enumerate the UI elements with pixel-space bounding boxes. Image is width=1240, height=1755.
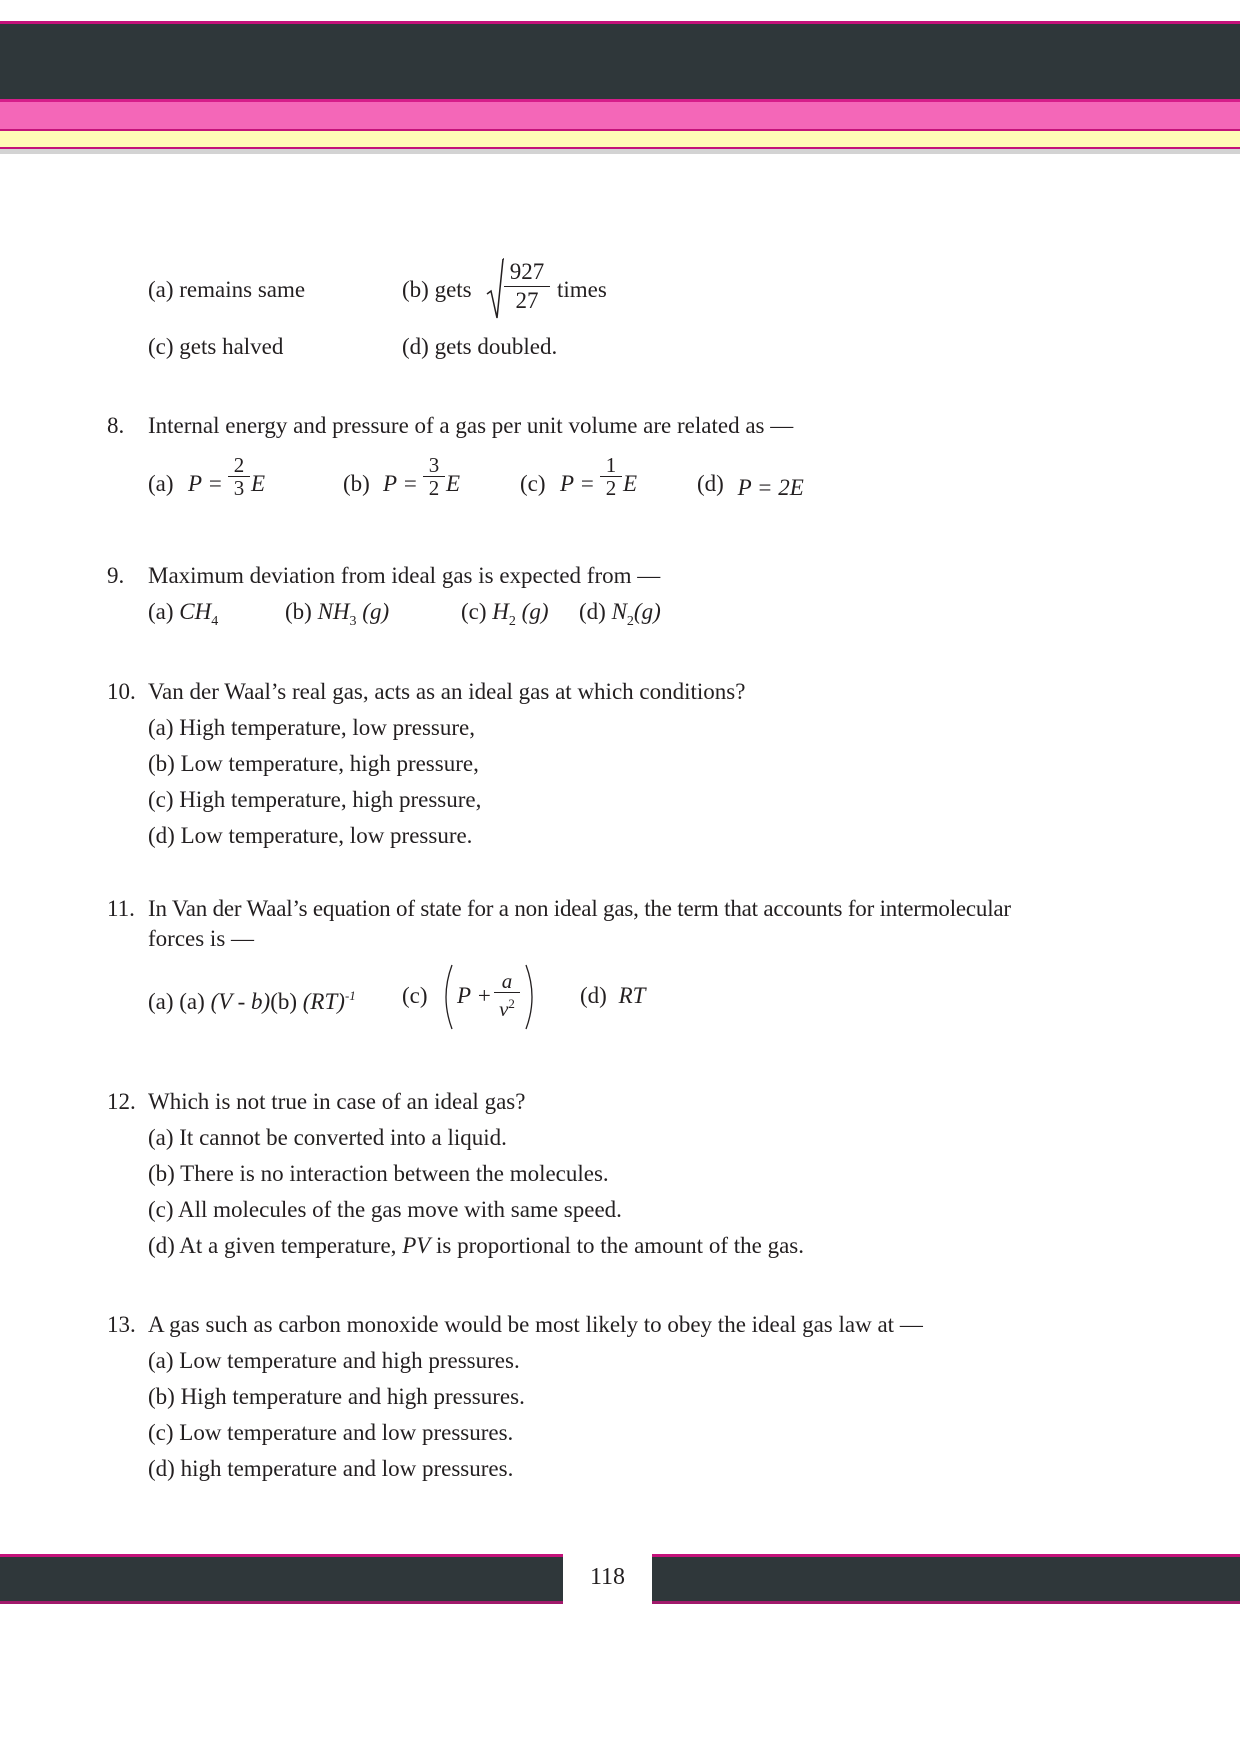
subscript: 2 xyxy=(626,614,634,629)
sqrt-numerator: 927 xyxy=(504,258,550,287)
q12-option-b: (b) There is no interaction between the molecules. xyxy=(148,1161,609,1186)
option-label: (c) xyxy=(461,599,487,624)
equation-lhs: P = xyxy=(383,471,418,496)
q7-option-b-prefix: (b) gets xyxy=(402,277,472,302)
fraction-denominator: 2 xyxy=(605,476,617,500)
expression: P + xyxy=(457,983,492,1008)
q7-option-b-suffix: times xyxy=(557,277,607,302)
q7-option-a: (a) remains same xyxy=(148,277,306,302)
footer-left-band xyxy=(0,1554,563,1604)
q10-option-c: (c) High temperature, high pressure, xyxy=(148,787,482,812)
q11-option-d xyxy=(580,982,645,1010)
chemical-formula: CH xyxy=(179,599,212,624)
option-label: (a) xyxy=(148,471,174,496)
footer-right-band xyxy=(652,1554,1240,1604)
radical-sign-icon xyxy=(486,258,504,320)
equation-rhs: E xyxy=(623,471,638,496)
q13-option-a: (a) Low temperature and high pressures. xyxy=(148,1348,520,1373)
question-text-line-1: In Van der Waal’s equation of state for a non ideal gas, the term that accounts for intermolecular xyxy=(148,896,1011,921)
q9-option-b xyxy=(285,598,389,636)
option-label: (c) xyxy=(402,983,428,1008)
q10-option-b: (b) Low temperature, high pressure, xyxy=(148,751,479,776)
fraction-numerator: a xyxy=(494,970,520,993)
equation-rhs: E xyxy=(446,471,461,496)
page-number: 118 xyxy=(589,1564,626,1590)
question-number: 9. xyxy=(107,563,125,588)
subscript: 2 xyxy=(508,614,516,629)
expression: (V - b) xyxy=(210,989,271,1014)
q7-option-c: (c) gets halved xyxy=(148,334,284,359)
q9-option-a xyxy=(148,598,218,636)
header-dark-band xyxy=(0,24,1240,99)
question-number: 8. xyxy=(107,413,125,438)
fraction-denominator: 3 xyxy=(233,476,245,500)
subscript: 3 xyxy=(349,614,357,629)
q9-option-c xyxy=(461,598,548,636)
q13-option-b: (b) High temperature and high pressures. xyxy=(148,1384,525,1409)
italic-term: PV xyxy=(402,1233,431,1258)
question-number: 10. xyxy=(107,679,136,704)
option-label: (b) xyxy=(343,471,370,496)
q10-option-d: (d) Low temperature, low pressure. xyxy=(148,823,473,848)
sqrt-denominator: 27 xyxy=(515,288,539,313)
option-text: is proportional to the amount of the gas. xyxy=(430,1233,804,1258)
fraction-numerator: 2 xyxy=(228,454,250,477)
left-paren-icon xyxy=(440,964,454,1030)
option-label: (d) xyxy=(697,471,724,496)
option-label: (b) xyxy=(285,599,312,624)
q12-option-d xyxy=(148,1232,804,1260)
expression: (RT) xyxy=(302,989,345,1014)
state-suffix: (g) xyxy=(356,599,390,624)
fraction-numerator: 1 xyxy=(600,454,622,477)
q7-option-d: (d) gets doubled. xyxy=(402,334,558,359)
question-number: 13. xyxy=(107,1312,136,1337)
question-text: Van der Waal’s real gas, acts as an ideal gas at which conditions? xyxy=(148,679,746,704)
expression: RT xyxy=(618,983,646,1008)
chemical-formula: H xyxy=(492,599,509,624)
superscript: -1 xyxy=(344,988,356,1003)
option-label: (b) xyxy=(270,989,298,1014)
denominator-var: v xyxy=(499,997,509,1021)
option-label: (c) xyxy=(520,471,546,496)
option-label: (a) xyxy=(148,599,174,624)
q8-option-d xyxy=(697,470,804,498)
superscript: 2 xyxy=(508,996,515,1011)
option-text: (d) At a given temperature, xyxy=(148,1233,403,1258)
question-number: 11. xyxy=(107,896,135,921)
q10-option-a: (a) High temperature, low pressure, xyxy=(148,715,475,740)
question-number: 12. xyxy=(107,1089,136,1114)
question-text: A gas such as carbon monoxide would be most likely to obey the ideal gas law at — xyxy=(148,1312,923,1337)
state-suffix: (g) xyxy=(633,599,661,624)
q13-option-c: (c) Low temperature and low pressures. xyxy=(148,1420,514,1445)
q12-option-c: (c) All molecules of the gas move with same speed. xyxy=(148,1197,622,1222)
q11-options-ab xyxy=(148,982,356,1016)
option-label: (d) xyxy=(580,983,607,1008)
question-text: Which is not true in case of an ideal gas? xyxy=(148,1089,526,1114)
q12-option-a: (a) It cannot be converted into a liquid. xyxy=(148,1125,507,1150)
subscript: 4 xyxy=(211,614,219,629)
option-label: (a) (a) xyxy=(148,989,205,1014)
question-text-line-2: forces is — xyxy=(148,926,255,951)
fraction-numerator: 3 xyxy=(423,454,445,477)
equation-rhs: E xyxy=(251,471,266,496)
q13-option-d: (d) high temperature and low pressures. xyxy=(148,1456,514,1481)
option-label: (d) xyxy=(579,599,606,624)
fraction-denominator xyxy=(494,993,520,1020)
q9-option-d xyxy=(579,598,661,636)
fraction-denominator: 2 xyxy=(428,476,440,500)
equation: P = 2E xyxy=(737,475,804,500)
chemical-formula: NH xyxy=(317,599,350,624)
right-paren-icon xyxy=(524,964,538,1030)
question-text: Maximum deviation from ideal gas is expected from — xyxy=(148,563,661,588)
state-suffix: (g) xyxy=(515,599,549,624)
header-shadow-strip xyxy=(0,149,1240,154)
question-text: Internal energy and pressure of a gas per unit volume are related as — xyxy=(148,413,794,438)
equation-lhs: P = xyxy=(560,471,595,496)
equation-lhs: P = xyxy=(188,471,223,496)
header-yellow-band xyxy=(0,131,1240,147)
header-pink-band xyxy=(0,102,1240,129)
chemical-formula: N xyxy=(611,599,627,624)
